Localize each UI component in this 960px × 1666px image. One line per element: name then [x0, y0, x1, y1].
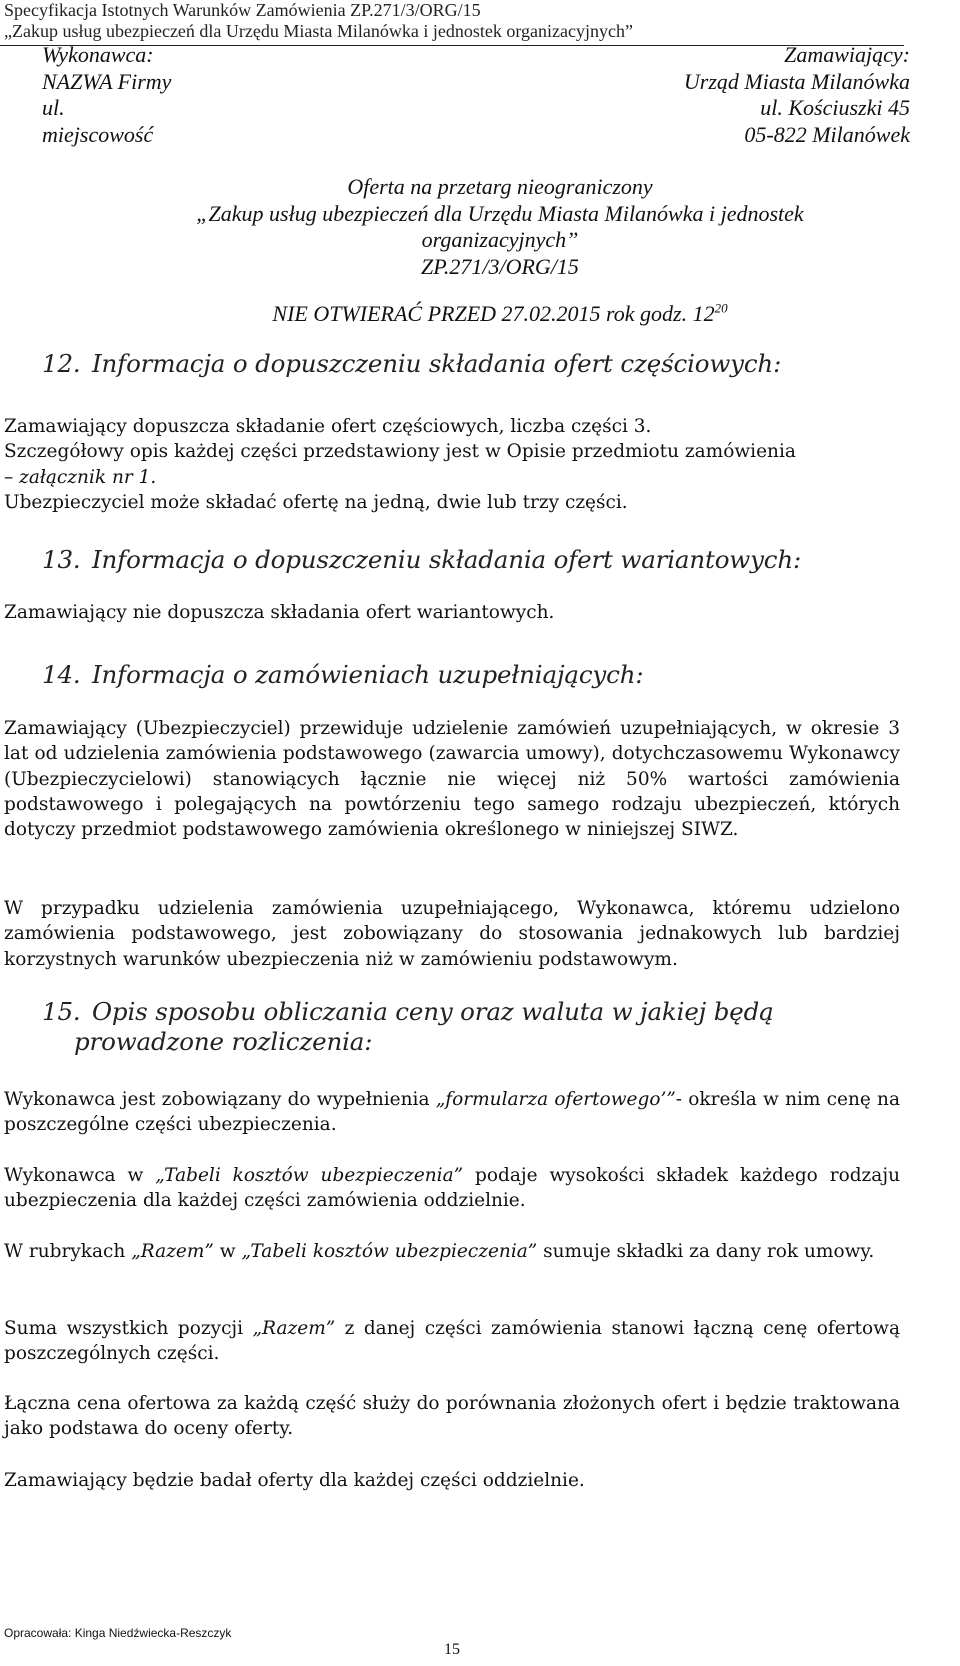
running-header: [0, 0, 904, 46]
orderer-city: 05-822 Milanówek: [744, 121, 910, 147]
section-15-paragraph-4: [4, 1316, 900, 1367]
s15-p4-text-c: z danej części zamówienia stanowi łączną cenę ofertową poszczególnych części.: [4, 1318, 900, 1365]
orderer-street: ul. Kościuszki 45: [760, 95, 910, 120]
section-13-heading: [42, 545, 801, 574]
contractor-label: Wykonawca:: [42, 42, 154, 67]
offer-line-2: „Zakup usług ubezpieczeń dla Urzędu Miasta Milanówka i jednostek: [196, 200, 804, 226]
contractor-block: [42, 42, 171, 148]
section-15-paragraph-6: Zamawiający będzie badał oferty dla każdej części oddzielnie.: [4, 1470, 585, 1491]
section-12-heading: [42, 349, 781, 378]
section-14-paragraph-2: W przypadku udzielenia zamówienia uzupełniającego, Wykonawca, któremu udzielono zamówienia podstawowego, jest zobowiązany do stosowania jednakowych lub bardziej korzystnych warunków ubezpieczenia niż w zamówieniu podstawowym.: [4, 898, 900, 970]
s15-p2-table-name: „Tabeli kosztów ubezpieczenia”: [155, 1165, 464, 1186]
section-15-paragraph-5: Łączna cena ofertowa za każdą część służy do porównania złożonych ofert i będzie traktowana jako podstawa do oceny oferty.: [4, 1393, 900, 1440]
section-14-title: Informacja o zamówieniach uzupełniających:: [92, 660, 644, 689]
s15-p2-text-c: podaje wysokości składek każdego rodzaju ubezpieczenia dla każdej części zamówienia oddzielnie.: [4, 1165, 900, 1212]
s15-p3-text-e: sumuje składki za dany rok umowy.: [537, 1241, 875, 1262]
orderer-block: [684, 42, 910, 148]
section-14-heading: [42, 660, 643, 689]
section-12-body: [4, 414, 900, 515]
s15-p3-text-a: W rubrykach: [4, 1241, 132, 1262]
section-15-number: 15.: [42, 997, 81, 1026]
offer-deadline-text: NIE OTWIERAĆ PRZED 27.02.2015 rok godz. 12: [272, 301, 715, 327]
section-12-line-4: Ubezpieczyciel może składać ofertę na jedną, dwie lub trzy części.: [4, 491, 628, 513]
section-15-title-line-2: prowadzone rozliczenia:: [74, 1027, 373, 1056]
section-12-title: Informacja o dopuszczeniu składania ofert częściowych:: [92, 349, 782, 378]
s15-p3-text-c: w: [213, 1241, 242, 1262]
section-12-line-2: Szczegółowy opis każdej części przedstawiony jest w Opisie przedmiotu zamówienia: [4, 441, 796, 463]
section-12-line-3: – załącznik nr 1.: [4, 466, 157, 488]
orderer-name: Urząd Miasta Milanówka: [683, 68, 910, 94]
contractor-city: miejscowość: [42, 121, 154, 147]
footer-author: Opracowała: Kinga Niedźwiecka-Reszczyk: [4, 1626, 232, 1640]
section-12-line-1: Zamawiający dopuszcza składanie ofert częściowych, liczba części 3.: [4, 416, 652, 437]
section-14-number: 14.: [42, 660, 81, 689]
offer-envelope-block: [100, 174, 900, 328]
section-13-body: [4, 600, 900, 625]
section-13-title: Informacja o dopuszczeniu składania ofert wariantowych:: [92, 545, 802, 574]
page-number: 15: [444, 1641, 460, 1658]
section-13-line-1: Zamawiający nie dopuszcza składania ofert wariantowych.: [4, 602, 555, 623]
section-12-number: 12.: [42, 349, 81, 378]
offer-reference-number: ZP.271/3/ORG/15: [421, 253, 579, 279]
contractor-street: ul.: [42, 95, 65, 120]
section-13-number: 13.: [42, 545, 81, 574]
offer-deadline-minutes: 20: [714, 301, 728, 317]
section-15-paragraph-2: [4, 1163, 900, 1214]
section-14-paragraph-1: Zamawiający (Ubezpieczyciel) przewiduje udzielenie zamówień uzupełniających, w okresie 3 lat od udzielenia zamówienia podstawowego (zawarcia umowy), dotychczasowemu Wykonawcy (Ubezpieczycielowi) stanowiących łącznie nie więcej niż 50% wartości zamówienia podstawowego i polegających na powtórzeniu tego samego rodzaju ubezpieczeń, których dotyczy przedmiot podstawowego zamówienia określonego w niniejszej SIWZ.: [4, 718, 900, 841]
s15-p3-table-name: „Tabeli kosztów ubezpieczenia”: [241, 1241, 538, 1262]
section-15-paragraph-3: [4, 1239, 900, 1264]
s15-p1-form-name: „formularza ofertowego’”: [435, 1089, 676, 1110]
s15-p1-text-c: - określa w nim cenę na poszczególne części ubezpieczenia.: [4, 1089, 900, 1136]
s15-p1-text-a: Wykonawca jest zobowiązany do wypełnienia: [4, 1089, 436, 1110]
s15-p3-razem: „Razem”: [131, 1241, 214, 1262]
section-15-title-line-1: Opis sposobu obliczania ceny oraz waluta w jakiej będą: [92, 997, 774, 1026]
contractor-name: NAZWA Firmy: [42, 68, 172, 94]
s15-p4-razem: „Razem”: [252, 1318, 336, 1339]
s15-p4-text-a: Suma wszystkich pozycji: [4, 1318, 253, 1339]
header-procurement-name: „Zakup usług ubezpieczeń dla Urzędu Miasta Milanówka i jednostek organizacyjnych”: [4, 21, 633, 41]
header-siwz-title: Specyfikacja Istotnych Warunków Zamówienia ZP.271/3/ORG/15: [4, 0, 481, 20]
offer-line-1: Oferta na przetarg nieograniczony: [347, 174, 653, 199]
offer-deadline: [100, 301, 900, 328]
offer-line-3: organizacyjnych”: [421, 227, 579, 253]
s15-p2-text-a: Wykonawca w: [4, 1165, 156, 1186]
section-15-paragraph-1: [4, 1087, 900, 1138]
section-15-heading: [42, 997, 774, 1057]
orderer-label: Zamawiający:: [784, 42, 910, 67]
